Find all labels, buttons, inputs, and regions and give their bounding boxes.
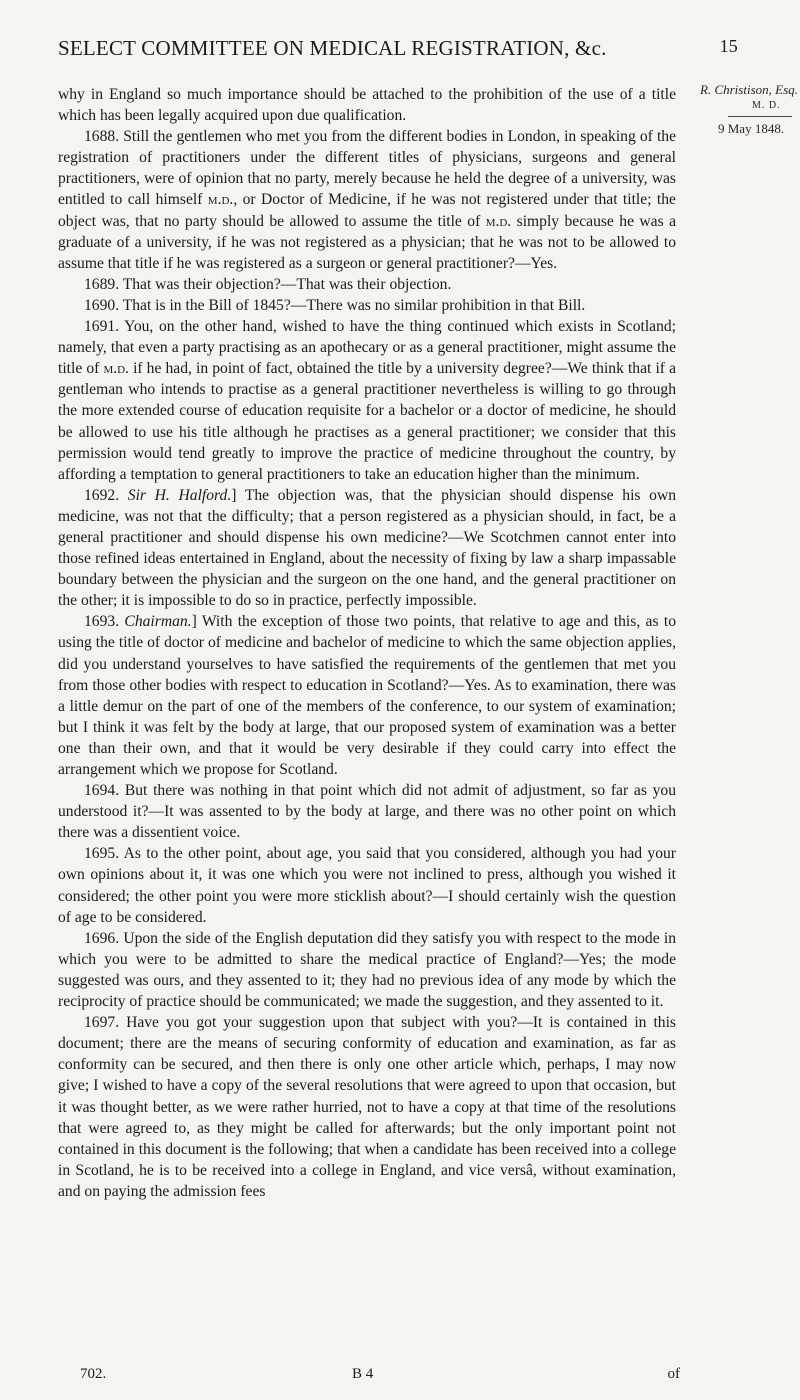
running-header — [58, 36, 738, 61]
margin-note — [700, 82, 800, 137]
witness-degree: M. D. — [752, 100, 781, 111]
catchword: of — [667, 1366, 680, 1382]
paragraph — [58, 316, 676, 485]
paragraph-text: You, on the other hand, wished to have the thing continued which exists in Scotland; namely, that even a party practising as an apothecary or as a general practitioner, might assume the title of m.d. if he had, in point of fact, obtained the title by a university degree?—We think that if a gentleman who intends to practise as a general practitioner nevertheless is willing to go through the more extended course of education requisite for a bachelor or a doctor of medicine, he should be allowed to use his title although he practises as a general practitioner; we consider that this permission would tend greatly to improve the practice of medicine throughout the country, by affording a temptation to general practitioners to take an education higher than the minimum. — [58, 318, 677, 483]
speaker-name: Sir H. Halford. — [127, 486, 232, 504]
paragraph-text: The objection was, that the physician should dispense his own medicine, was not that the difficulty; that a person registered as a physician should, in fact, be a general practitioner and should dispense his own medicine?—We Scotchmen cannot enter into those refined ideas entertained in England, about the necessity of fixing by law a sharp impassable boundary between the physician and the surgeon on the one hand, and the general practitioner on the other; it is impossible to do so in practice, perfectly impossible. — [58, 486, 677, 610]
paragraph-text: That was their objection?—That was their objection. — [122, 275, 452, 293]
question-number: 1688. — [84, 128, 124, 146]
margin-rule — [728, 116, 792, 117]
paragraph-text: Have you got your suggestion upon that subject with you?—It is contained in this document; there are the means of securing conformity of education and examination, as far as conformity can be secured, and then there is only one other article which, perhaps, I may now give; I wished to have a copy of the several resolutions that were agreed to upon that occasion, but it was thought better, as we were rather hurried, not to have a copy at that time of the resolutions that were agreed to, as they might be called for afterwards; but the only important point not contained in this document is the following; that when a candidate has been received into a college in Scotland, he is to be received into a college in England, and vice versâ, without examination, and on paying the admission fees — [58, 1014, 676, 1200]
question-number: 1693. — [84, 613, 125, 631]
page-footer — [80, 1366, 680, 1383]
paragraph: 1693. Chairman.] With the exception of those two points, that relative to age and this, as to using the title of doctor of medicine and bachelor of medicine to which the same objection applies, did you understand yourselves to have satisfied the requirements of the gentlemen that met you from those other bodies with respect to education in Scotland?—Yes. As to examination, there was a little demur on the part of one of the members of the conference, to our system of examination; but I think it was felt by the body at large, that our proposed system of examination was a better one than their own, and that it would be very desirable if they could carry into effect the arrangement which we propose for Scotland. — [58, 613, 676, 778]
paragraph: 1692. Sir H. Halford.] The objection was, that the physician should dispense his own medicine, was not that the difficulty; that a person registered as a physician should, in fact, be a general practitioner and should dispense his own medicine?—We Scotchmen cannot enter into those refined ideas entertained in England, about the necessity of fixing by law a sharp impassable boundary between the physician and the surgeon on the one hand, and the general practitioner on the other; it is impossible to do so in practice, perfectly impossible. — [58, 486, 677, 610]
paragraph-text: But there was nothing in that point which did not admit of adjustment, so far as you understood it?—It was assented to by the body at large, and there was no other point on which there was a dissentient voice. — [58, 782, 677, 842]
signature-mark: B 4 — [352, 1366, 374, 1382]
paragraph — [58, 1012, 676, 1202]
question-number: 1694. — [84, 782, 125, 800]
witness-name: R. Christison, Esq. — [700, 82, 798, 97]
question-number: 1697. — [84, 1014, 127, 1032]
paragraph — [58, 126, 676, 274]
paragraph-text: Still the gentlemen who met you from the different bodies in London, in speaking of the registration of practitioners under the different titles of physicians, surgeons and general practitioners, were of opinion that no party, merely because he held the degree of a university, was entitled to call himself m.d., or Doctor of Medicine, if he was not registered under that title; the object was, that no party should be allowed to assume the title of m.d. simply because he was a graduate of a university, if he was not registered as a physician; that he was not to be allowed to assume that title if he was registered as a surgeon or general practitioner?—Yes. — [58, 128, 677, 272]
page-number: 15 — [719, 36, 738, 56]
paragraph — [58, 843, 676, 927]
paragraph-text: As to the other point, about age, you said that you considered, although you had your own opinions about it, it was one which you were not inclined to press, although you wished it considered; the other point you were more sticklish about?—I should certainly wish the question of age to be considered. — [58, 845, 677, 926]
paragraph — [58, 295, 676, 316]
running-title: SELECT COMMITTEE ON MEDICAL REGISTRATION, &c. — [58, 36, 607, 60]
question-number: 1689. — [84, 275, 123, 293]
speaker-name: Chairman. — [124, 613, 192, 631]
question-number: 1695. — [84, 845, 124, 863]
question-number: 1692. — [84, 486, 128, 504]
evidence-date: 9 May 1848. — [718, 121, 785, 136]
paragraph-text: With the exception of those two points, that relative to age and this, as to using the title of doctor of medicine and bachelor of medicine to which the same objection applies, did you understand yourselves to have satisfied the requirements of the gentlemen that met you from those other bodies with respect to education in Scotland?—Yes. As to examination, there was a little demur on the part of one of the members of the conference, to our system of examination; but I think it was felt by the body at large, that our proposed system of examination was a better one than their own, and that it would be very desirable if they could carry into effect the arrangement which we propose for Scotland. — [58, 613, 676, 778]
question-number: 1690. — [84, 296, 123, 314]
paragraph — [58, 84, 676, 126]
footer-print-number: 702. — [80, 1366, 107, 1382]
question-number: 1696. — [84, 929, 124, 947]
question-number: 1691. — [84, 318, 125, 336]
paragraph — [58, 274, 676, 295]
body-text — [58, 84, 676, 1202]
paragraph — [58, 780, 676, 843]
paragraph — [58, 928, 676, 1012]
paragraph-text: Upon the side of the English deputation did they satisfy you with respect to the mode in which you were to be admitted to share the medical practice of England?—Yes; the mode suggested was ours, and they assented to it; they had no previous idea of any mode by which the reciprocity of practice should be communicated; we made the suggestion, and they assented to it. — [58, 929, 677, 1011]
paragraph-text: That is in the Bill of 1845?—There was no similar prohibition in that Bill. — [122, 296, 586, 314]
paragraph-text: why in England so much importance should be attached to the prohibition of the use of a title which has been legally acquired upon due qualification. — [58, 86, 676, 125]
